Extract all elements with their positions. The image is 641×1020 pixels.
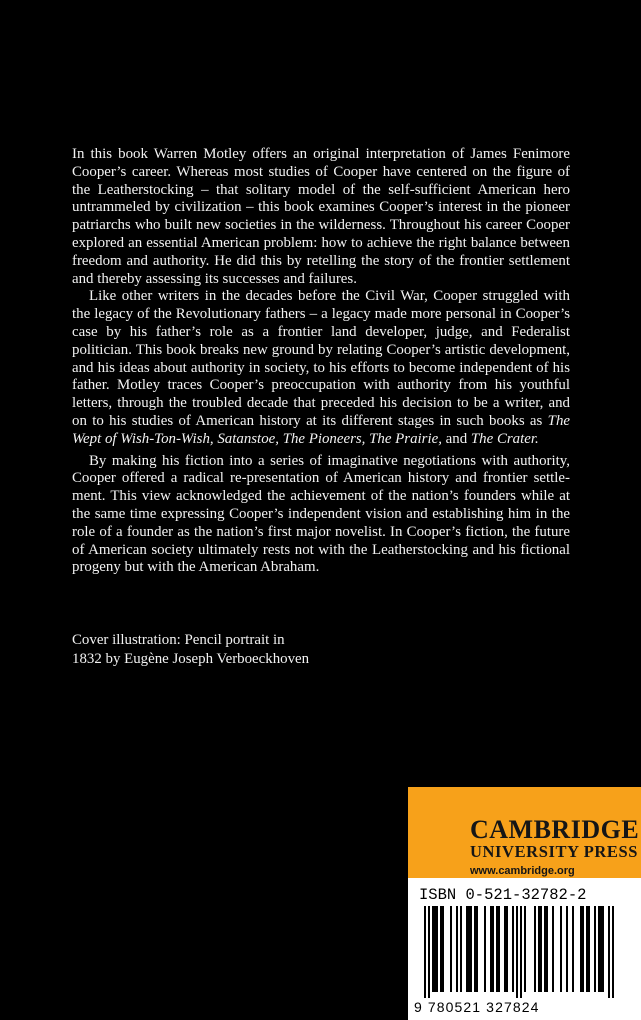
barcode-bar	[524, 906, 526, 992]
barcode-bar	[598, 906, 600, 992]
barcode-bar	[560, 906, 562, 992]
barcode-bar	[580, 906, 582, 992]
barcode-bar	[498, 906, 500, 992]
book-titles-list: The Wept of Wish-Ton-Wish, Satanstoe, The Pioneers, The Prairie,	[72, 412, 570, 447]
blurb-paragraph-2	[72, 288, 570, 448]
barcode-bar	[492, 906, 494, 992]
barcode-bar	[546, 906, 548, 992]
barcode-bar	[436, 906, 438, 992]
barcode-bar	[442, 906, 444, 992]
barcode-bar	[544, 906, 546, 992]
barcode-bar	[538, 906, 540, 992]
barcode-bar	[540, 906, 542, 992]
barcode-bar	[450, 906, 452, 992]
cover-illustration-credit	[72, 631, 392, 668]
conjunction-and: and	[441, 430, 471, 447]
barcode-bar	[476, 906, 478, 992]
barcode-bar	[552, 906, 554, 992]
barcode-bar	[520, 906, 522, 998]
barcode-bar	[440, 906, 442, 992]
barcode-bar	[600, 906, 602, 992]
barcode-bar	[466, 906, 468, 992]
isbn-label: ISBN 0-521-32782-2	[419, 886, 587, 904]
barcode-bar	[428, 906, 430, 998]
blurb-paragraph-3: By making his fiction into a series of imaginative negotiations with authority, Cooper offered a radical re-presentation of American history and frontier settle-ment. This view acknowledged the achievement of the nation’s founders while at the same time expressing Cooper’s independent vision and establishing him in the role of a founder as the nation’s first major novelist. In Cooper’s fiction, the future of American society ultimately rests not with the Leatherstocking and his fictional progeny but with the American Abraham.	[72, 452, 570, 576]
blurb-paragraph-1: In this book Warren Motley offers an original interpretation of James Fenimore Cooper’s career. Whereas most studies of Cooper have centered on the figure of the Leatherstocking – that solitary model of the self-sufficient American hero untrammeled by civilization – this book examines Cooper’s interest in the pioneer patriarchs who built new societies in the wilderness. Throughout his career Cooper explored an essential American problem: how to achieve the right balance between freedom and authority. He did this by retelling the story of the frontier settlement and thereby assessing its successes and failures.	[72, 146, 570, 287]
barcode-digits: 9 780521 327824	[414, 999, 540, 1015]
barcode-bar	[566, 906, 568, 992]
barcode-bar	[490, 906, 492, 992]
barcode-bar	[572, 906, 574, 992]
barcode-bar	[468, 906, 470, 992]
barcode-bar	[460, 906, 462, 992]
barcode-bar	[434, 906, 436, 992]
barcode-bar	[424, 906, 426, 998]
barcode-bar	[602, 906, 604, 992]
barcode-bar	[474, 906, 476, 992]
barcode-bar	[456, 906, 458, 992]
barcode-bar	[516, 906, 518, 998]
barcode-bar	[534, 906, 536, 992]
credit-line-2: 1832 by Eugène Joseph Verboeckhoven	[72, 650, 310, 667]
publisher-url: www.cambridge.org	[470, 865, 575, 877]
barcode-bar	[608, 906, 610, 998]
publisher-name: CAMBRIDGE	[470, 815, 640, 844]
barcode-bar	[586, 906, 588, 992]
barcode-bar	[594, 906, 596, 992]
barcode-bar	[484, 906, 486, 992]
barcode-bar	[512, 906, 514, 992]
barcode-bar	[496, 906, 498, 992]
barcode-bar	[432, 906, 434, 992]
barcode-bar	[470, 906, 472, 992]
barcode-icon	[410, 906, 636, 998]
credit-line-1: Cover illustration: Pencil portrait in	[72, 632, 285, 648]
barcode-bar	[506, 906, 508, 992]
barcode-bar	[612, 906, 614, 998]
barcode-bar	[588, 906, 590, 992]
book-title-crater: The Crater.	[470, 430, 539, 447]
barcode-bar	[504, 906, 506, 992]
barcode-bar	[582, 906, 584, 992]
back-cover-blurb	[72, 146, 570, 577]
publisher-subname: UNIVERSITY PRESS	[470, 842, 639, 861]
blurb-paragraph-2-text: Like other writers in the decades before the Civil War, Cooper struggled with the legacy of the Revolutionary fathers – a legacy made more personal in Cooper’s case by his father’s role as a frontier land developer, judge, and Federalist politician. This book breaks new ground by relating Cooper’s artistic development, and his ideas about authority in society, to his efforts to become independent of his father. Motley traces Cooper’s preoccupation with authority from his youthful letters, through the troubled decade that preceded his decision to be a writer, and on to his studies of American history at its different stages in such books as	[72, 288, 570, 429]
